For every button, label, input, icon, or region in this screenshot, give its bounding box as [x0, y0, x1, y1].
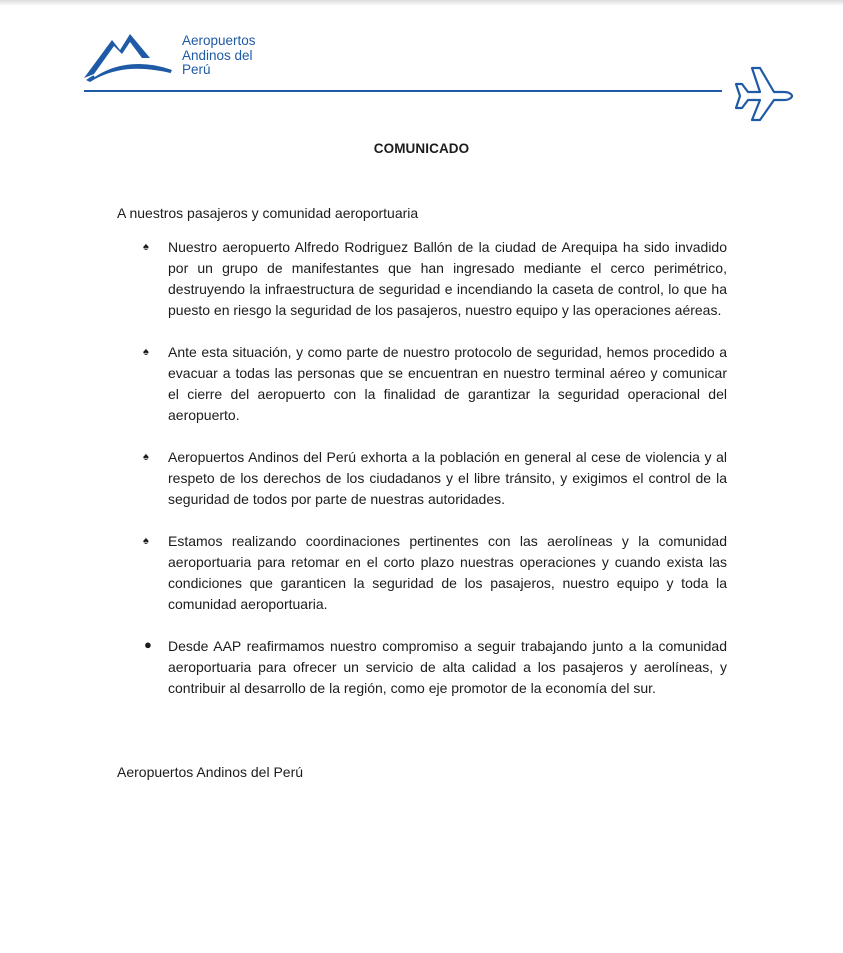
greeting-line: A nuestros pasajeros y comunidad aeroportuaria: [117, 205, 419, 221]
bullet-text: Estamos realizando coordinaciones pertinentes con las aerolíneas y la comunidad aeroportuaria para retomar en el corto plazo nuestras operaciones y cuando exista las condiciones que garanticen la seguridad de los pasajeros, nuestro equipo y toda la comunidad aeroportuaria.: [168, 533, 727, 612]
bullet-text: Ante esta situación, y como parte de nuestro protocolo de seguridad, hemos procedido a evacuar a todas las personas que se encuentran en nuestro terminal aéreo y comunicar el cierre del aeropuerto con la finalidad de garantizar la seguridad operacional del aeropuerto.: [168, 344, 727, 423]
header-divider: [84, 90, 722, 92]
list-item: [117, 237, 727, 321]
brand-line: Aeropuertos: [182, 33, 256, 48]
bullet-text: Aeropuertos Andinos del Perú exhorta a la población en general al cese de violencia y al respeto de los derechos de los ciudadanos y el libre tránsito, y exigimos el control de la seguridad de todos por parte de nuestras autoridades.: [168, 449, 727, 507]
spade-bullet-icon: ♠: [143, 241, 149, 253]
mountain-logo-icon: [84, 30, 174, 82]
dot-bullet-icon: ●: [144, 637, 152, 652]
spade-bullet-icon: ♠: [143, 535, 149, 547]
bullet-text: Nuestro aeropuerto Alfredo Rodriguez Ballón de la ciudad de Arequipa ha sido invadido por un grupo de manifestantes que han ingresado mediante el cerco perimétrico, destruyendo la infraestructura de seguridad e incendiando la caseta de control, lo que ha puesto en riesgo la seguridad de los pasajeros, nuestro equipo y las operaciones aéreas.: [168, 239, 727, 318]
signature: Aeropuertos Andinos del Perú: [117, 764, 304, 780]
list-item: [117, 531, 727, 615]
brand-line: Andinos del: [182, 47, 253, 63]
brand-name: [182, 34, 256, 78]
document-title: COMUNICADO: [373, 141, 470, 156]
list-item: [117, 342, 727, 426]
list-item: [117, 636, 727, 699]
airplane-icon: [730, 62, 794, 122]
bullet-list: [117, 237, 727, 720]
list-item: [117, 447, 727, 510]
spade-bullet-icon: ♠: [143, 451, 149, 463]
spade-bullet-icon: ♠: [143, 346, 149, 358]
bullet-text: Desde AAP reafirmamos nuestro compromiso a seguir trabajando junto a la comunidad aeroportuaria para ofrecer un servicio de alta calidad a los pasajeros y aerolíneas, y contribuir al desarrollo de la región, como eje promotor de la economía del sur.: [168, 638, 727, 696]
page-top-shadow: [0, 0, 843, 6]
brand-line: Perú: [182, 62, 211, 77]
